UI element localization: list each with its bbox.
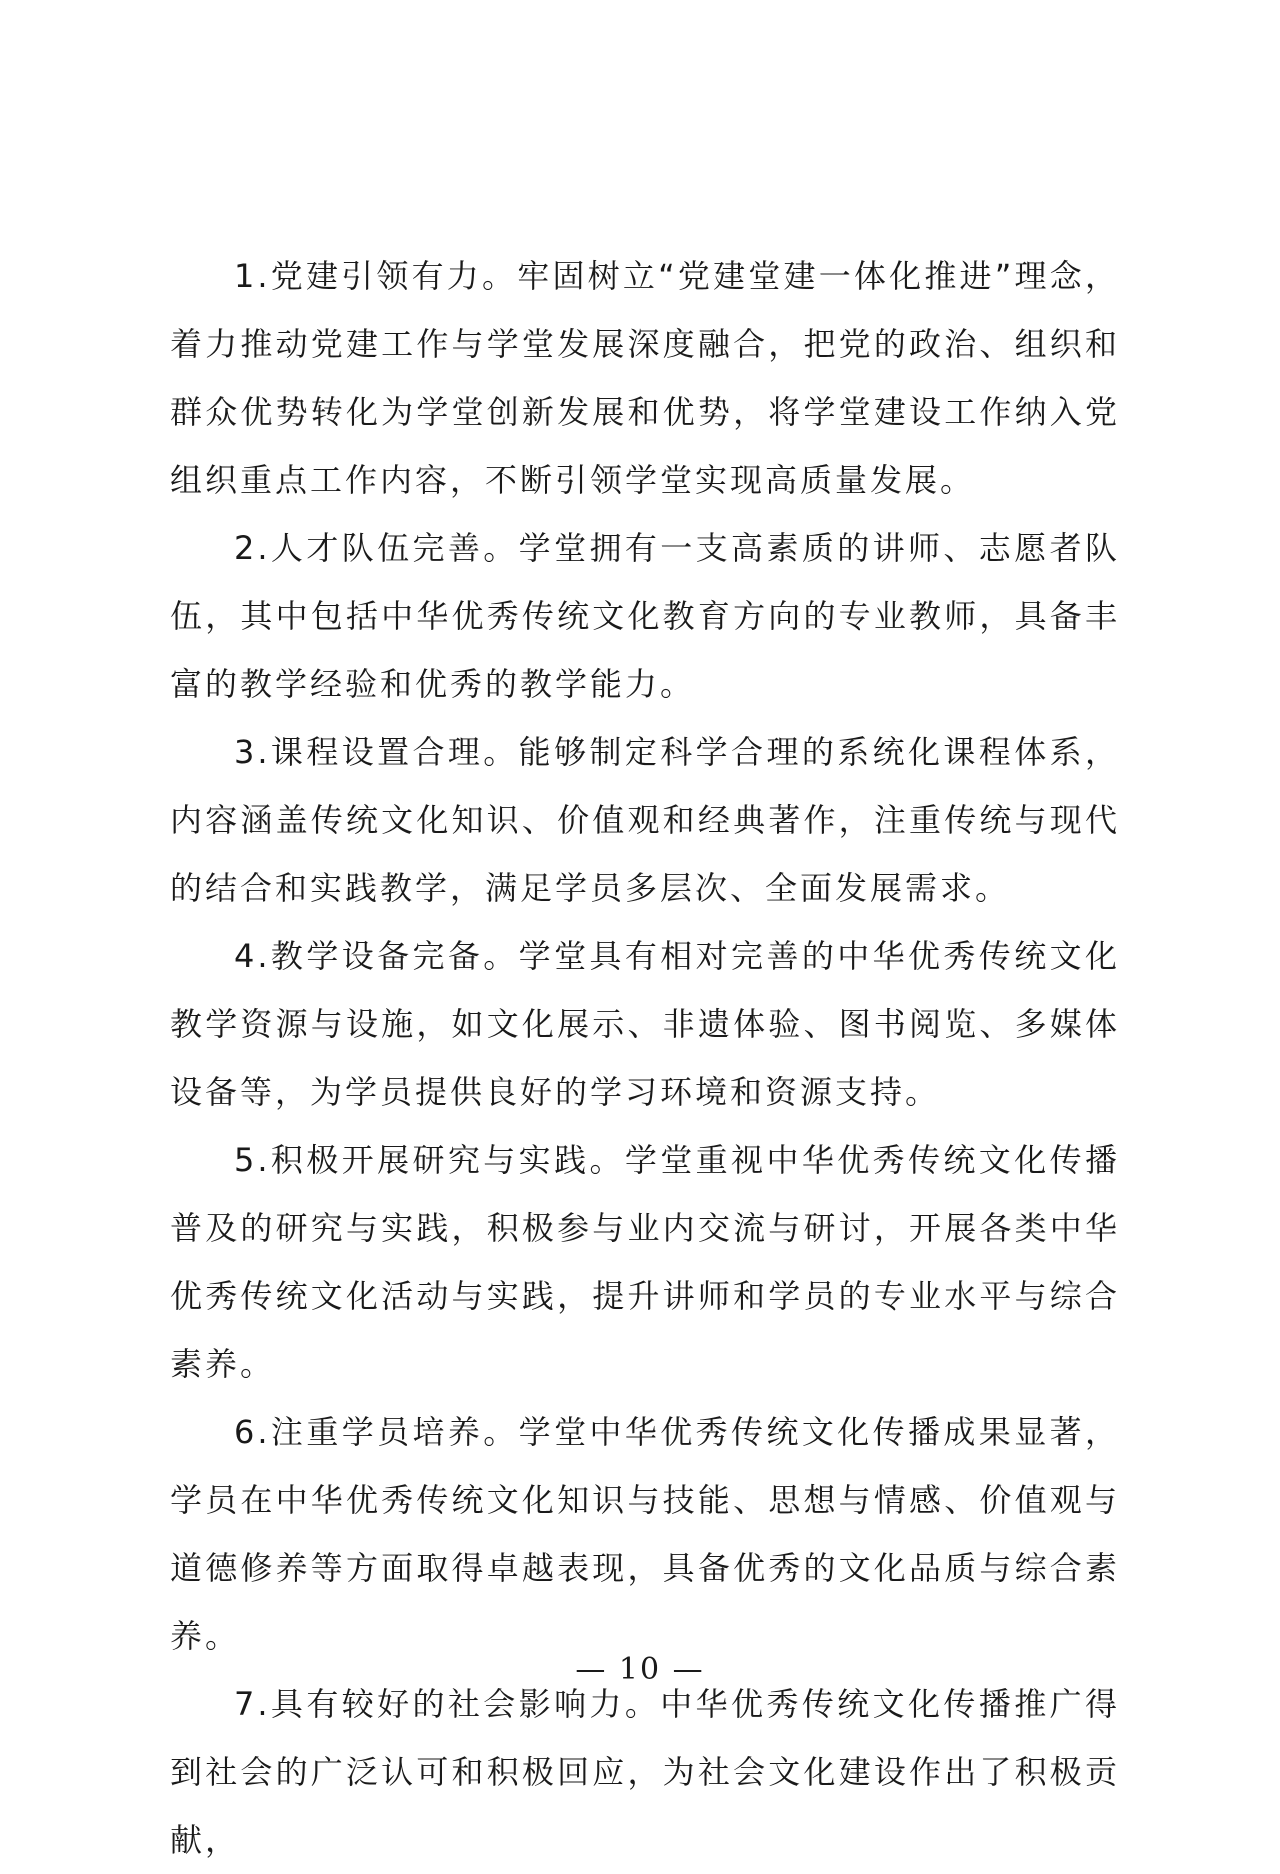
paragraph-student-cultivation: 6.注重学员培养。学堂中华优秀传统文化传播成果显著，学员在中华优秀传统文化知识与技能、思想与情感、价值观与道德修养等方面取得卓越表现，具备优秀的文化品质与综合素养。: [170, 1413, 1120, 1655]
paragraph-talent-team: 2.人才队伍完善。学堂拥有一支高素质的讲师、志愿者队伍，其中包括中华优秀传统文化教育方向的专业教师，具备丰富的教学经验和优秀的教学能力。: [170, 529, 1120, 703]
page-number: — 10 —: [575, 1652, 705, 1687]
paragraph-party-leadership: 1.党建引领有力。牢固树立“党建堂建一体化推进”理念，着力推动党建工作与学堂发展深度融合，把党的政治、组织和群众优势转化为学堂创新发展和优势，将学堂建设工作纳入党组织重点工作内容，不断引领学堂实现高质量发展。: [170, 257, 1120, 499]
paragraph-research-practice: 5.积极开展研究与实践。学堂重视中华优秀传统文化传播普及的研究与实践，积极参与业内交流与研讨，开展各类中华优秀传统文化活动与实践，提升讲师和学员的专业水平与综合素养。: [170, 1141, 1120, 1383]
document-body: [170, 242, 1120, 1874]
paragraph-social-influence: 7.具有较好的社会影响力。中华优秀传统文化传播推广得到社会的广泛认可和积极回应，为社会文化建设作出了积极贡献，: [170, 1685, 1120, 1859]
paragraph-curriculum: 3.课程设置合理。能够制定科学合理的系统化课程体系，内容涵盖传统文化知识、价值观和经典著作，注重传统与现代的结合和实践教学，满足学员多层次、全面发展需求。: [170, 733, 1120, 907]
paragraph-teaching-equipment: 4.教学设备完备。学堂具有相对完善的中华优秀传统文化教学资源与设施，如文化展示、非遗体验、图书阅览、多媒体设备等，为学员提供良好的学习环境和资源支持。: [170, 937, 1120, 1111]
